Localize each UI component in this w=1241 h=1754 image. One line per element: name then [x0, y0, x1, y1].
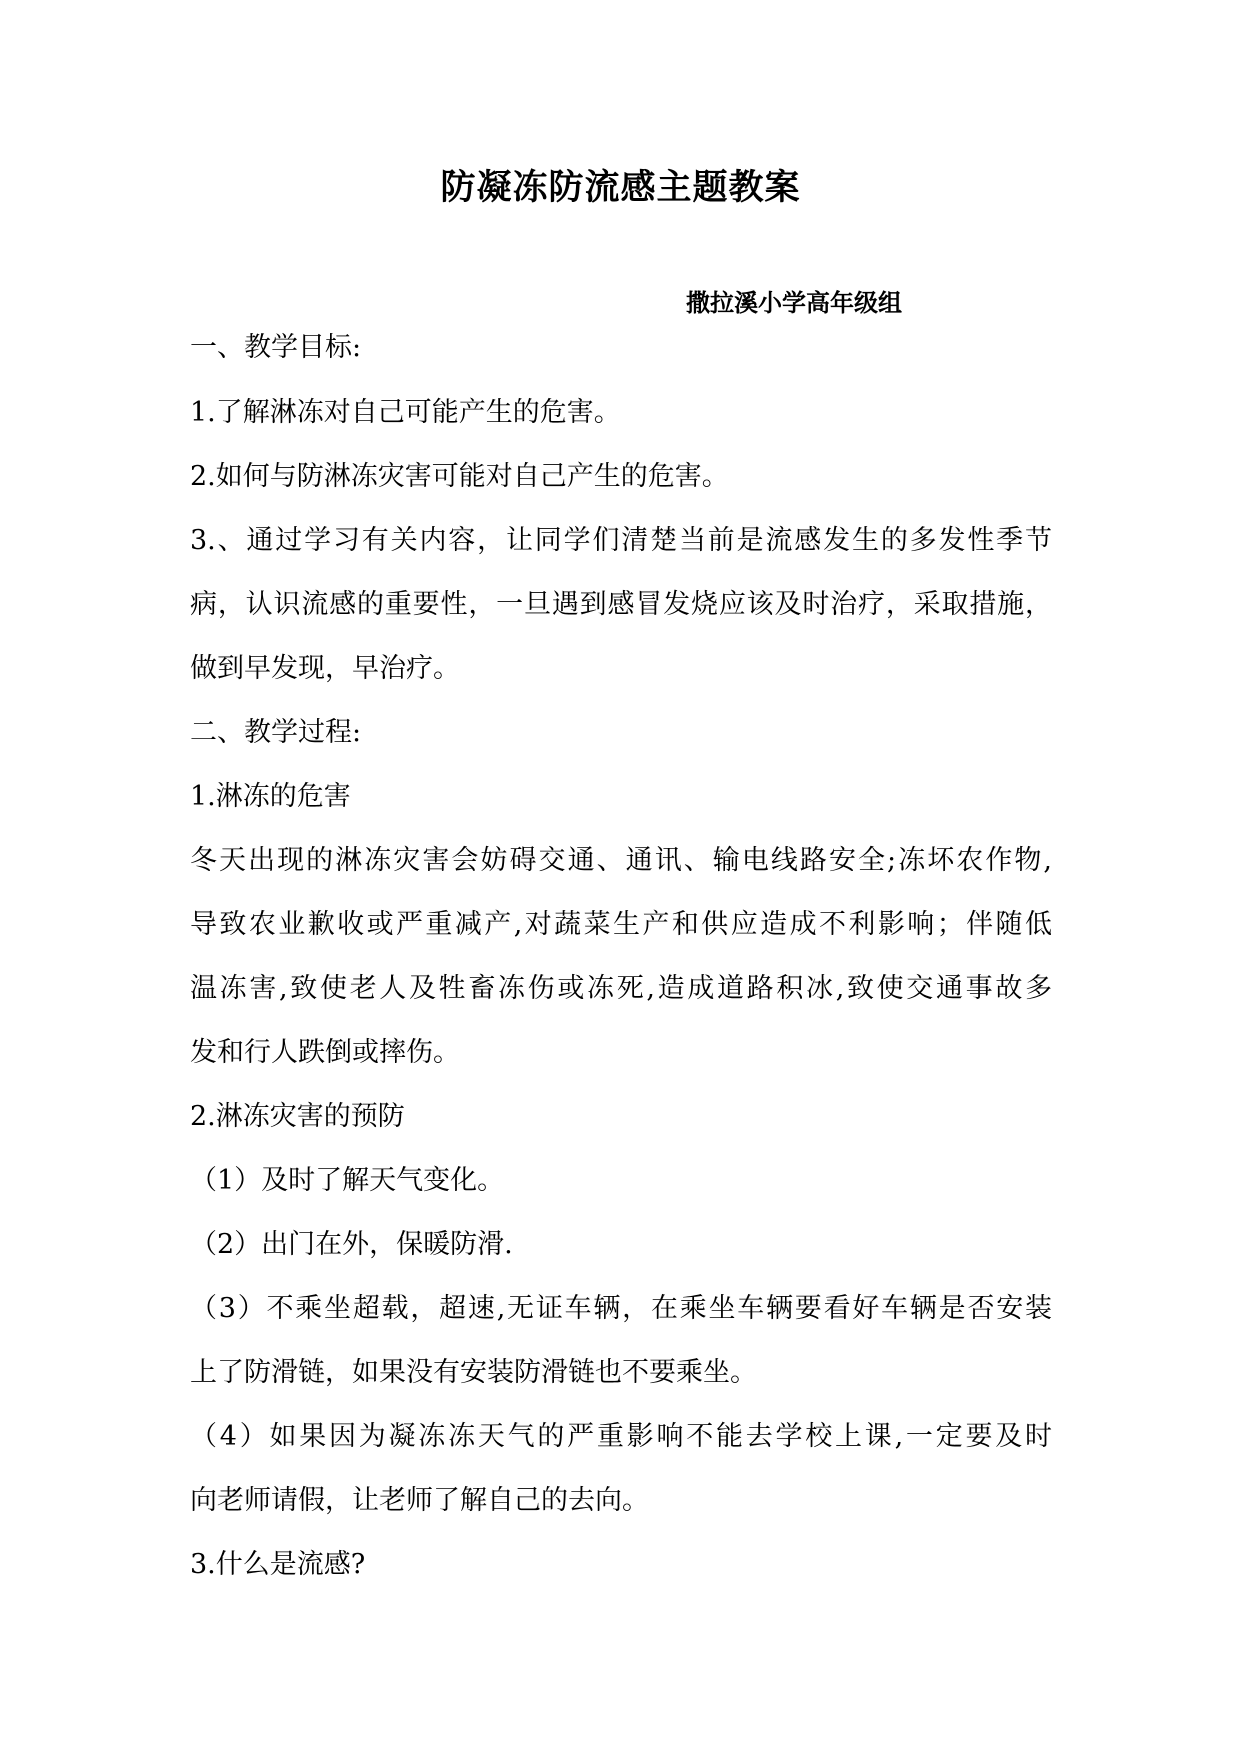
list-item: （4）如果因为凝冻冻天气的严重影响不能去学校上课,一定要及时 [190, 1421, 1052, 1452]
paragraph-line: 向老师请假，让老师了解自己的去向。 [190, 1485, 649, 1516]
paragraph-line: 病，认识流感的重要性，一旦遇到感冒发烧应该及时治疗，采取措施， [190, 589, 1052, 620]
subheading: 2.淋冻灾害的预防 [190, 1101, 405, 1132]
paragraph-line: 做到早发现，早治疗。 [190, 653, 460, 684]
list-item: （1）及时了解天气变化。 [190, 1165, 505, 1196]
document-author: 撒拉溪小学高年级组 [686, 289, 902, 317]
list-item: （2）出门在外，保暖防滑. [190, 1229, 513, 1260]
subheading: 3.什么是流感? [190, 1549, 366, 1580]
list-item: （3）不乘坐超载，超速,无证车辆，在乘坐车辆要看好车辆是否安装 [190, 1293, 1052, 1324]
section-heading-process: 二、教学过程: [190, 717, 362, 748]
paragraph-line: 3.、通过学习有关内容，让同学们清楚当前是流感发生的多发性季节 [190, 525, 1052, 556]
paragraph-line: 1.了解淋冻对自己可能产生的危害。 [190, 397, 621, 428]
paragraph-line: 2.如何与防淋冻灾害可能对自己产生的危害。 [190, 461, 729, 492]
paragraph-line: 温冻害,致使老人及牲畜冻伤或冻死,造成道路积冰,致使交通事故多 [190, 973, 1052, 1004]
paragraph-line: 冬天出现的淋冻灾害会妨碍交通、通讯、输电线路安全;冻坏农作物, [190, 845, 1052, 876]
paragraph-line: 发和行人跌倒或摔伤。 [190, 1037, 460, 1068]
subheading: 1.淋冻的危害 [190, 781, 351, 812]
document-title: 防凝冻防流感主题教案 [440, 168, 801, 208]
paragraph-line: 上了防滑链，如果没有安装防滑链也不要乘坐。 [190, 1357, 757, 1388]
section-heading-objectives: 一、教学目标: [190, 332, 362, 363]
paragraph-line: 导致农业歉收或严重减产,对蔬菜生产和供应造成不利影响；伴随低 [190, 909, 1052, 940]
